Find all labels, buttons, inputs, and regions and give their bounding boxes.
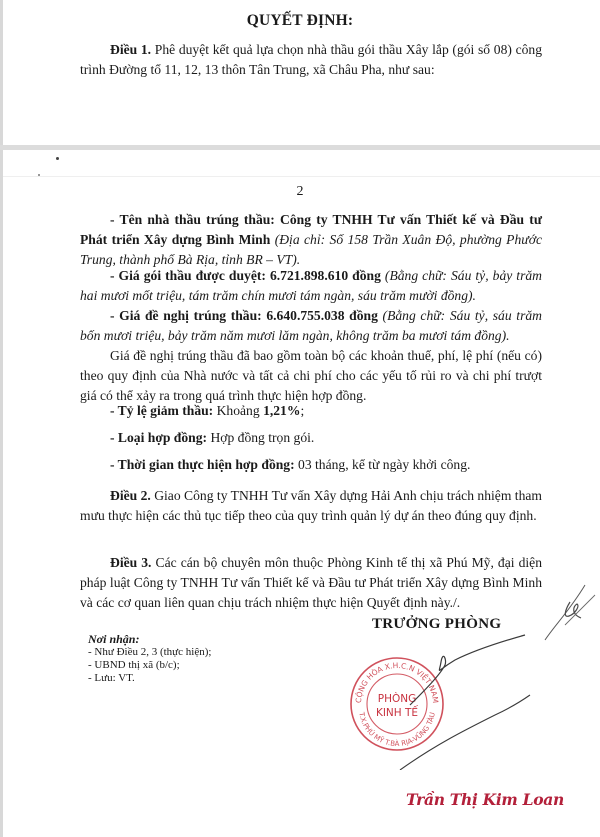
page-number: 2 xyxy=(296,184,304,199)
contractor-address: (Địa chỉ: Số 158 Trần Xuân Độ, phường Phước Trung, thành phố Bà Rịa, tỉnh BR – VT). xyxy=(80,232,542,267)
page-separator xyxy=(0,145,600,150)
proposed-price-label: - Giá đề nghị trúng thầu: 6.640.755.038 đồng xyxy=(110,308,378,323)
svg-text:KINH TẾ: KINH TẾ xyxy=(375,707,419,719)
article-2 xyxy=(80,486,542,526)
discount-label: - Tỷ lệ giảm thầu: xyxy=(110,403,214,418)
article-3-label: Điều 3. xyxy=(110,555,152,570)
scan-artifact-line xyxy=(3,176,600,177)
proposed-price-words: (Bằng chữ: Sáu tỷ, sáu trăm bốn mươi triệu, bảy trăm năm mươi lăm ngàn, không trăm ba mươi tám đồng). xyxy=(80,308,542,343)
winning-contractor xyxy=(80,210,542,270)
price-includes-note: Giá đề nghị trúng thầu đã bao gồm toàn bộ các khoản thuế, phí, lệ phí (nếu có) theo quy định của Nhà nước và tất cả chi phí cho các yếu tố rủi ro và chi phí trượt giá có thể xảy ra trong quá trình thực hiện hợp đồng. xyxy=(80,348,542,403)
signer-name: Trần Thị Kim Loan xyxy=(406,790,564,809)
article-2-label: Điều 2. xyxy=(110,488,151,503)
approved-price xyxy=(80,266,542,306)
svg-text:T.X.PHÚ MỸ T.BÀ RỊA-VŨNG TÀU: T.X.PHÚ MỸ T.BÀ RỊA-VŨNG TÀU xyxy=(357,711,437,749)
approved-price-words: (Bằng chữ: Sáu tỷ, bảy trăm hai mươi mốt triệu, tám trăm chín mươi tám ngàn, sáu trăm mười đồng). xyxy=(80,268,542,303)
contractor-label: - Tên nhà thầu trúng thầu: Công ty TNHH Tư vấn Thiết kế và Đầu tư Phát triển Xây dựng Bình Minh xyxy=(80,212,542,247)
discount-rate xyxy=(80,401,572,421)
discount-value: 1,21% xyxy=(263,403,301,418)
svg-text:CỘNG HÒA X.H.C.N VIỆT NAM: CỘNG HÒA X.H.C.N VIỆT NAM xyxy=(353,660,441,704)
contract-duration xyxy=(80,455,572,475)
discount-suffix: ; xyxy=(300,403,305,418)
contract-type xyxy=(80,428,572,448)
contract-type-value: Hợp đồng trọn gói. xyxy=(207,430,315,445)
svg-text:PHÒNG: PHÒNG xyxy=(377,693,417,705)
recipients-title: Nơi nhận: xyxy=(88,632,140,646)
recipients-block xyxy=(88,633,211,685)
decision-title: QUYẾT ĐỊNH: xyxy=(246,12,354,29)
duration-label: - Thời gian thực hiện hợp đồng: xyxy=(110,457,295,472)
approved-price-label: - Giá gói thầu được duyệt: 6.721.898.610 đồng xyxy=(110,268,381,283)
handwritten-signature-icon xyxy=(395,580,600,770)
duration-value: 03 tháng, kể từ ngày khởi công. xyxy=(294,457,471,472)
article-3-text: Các cán bộ chuyên môn thuộc Phòng Kinh tế thị xã Phú Mỹ, đại diện pháp luật Công ty TNHH Tư vấn Thiết kế và Đầu tư Phát triển Xây dựng Bình Minh và các cơ quan liên quan chịu trách nhiệm thực hiện Quyết định này./. xyxy=(80,555,542,610)
article-2-text: Giao Công ty TNHH Tư vấn Xây dựng Hải Anh chịu trách nhiệm tham mưu thực hiện các thủ tục tiếp theo của quy trình quản lý dự án theo đúng quy định. xyxy=(80,488,542,523)
discount-prefix: Khoảng xyxy=(213,403,264,418)
contract-type-label: - Loại hợp đồng: xyxy=(110,430,208,445)
scan-speck xyxy=(56,157,59,160)
article-1-text: Phê duyệt kết quả lựa chọn nhà thầu gói thầu Xây lắp (gói số 08) công trình Đường tổ 11, 12, 13 thôn Tân Trung, xã Châu Pha, như sau: xyxy=(80,42,543,77)
proposed-price xyxy=(80,306,542,346)
article-1 xyxy=(80,40,542,80)
recipient-item: - UBND thị xã (b/c); xyxy=(88,659,180,671)
recipient-item: - Như Điều 2, 3 (thực hiện); xyxy=(88,646,212,658)
article-1-label: Điều 1. xyxy=(110,42,152,57)
signatory-title: TRƯỞNG PHÒNG xyxy=(372,616,502,632)
recipient-item: - Lưu: VT. xyxy=(88,672,135,684)
